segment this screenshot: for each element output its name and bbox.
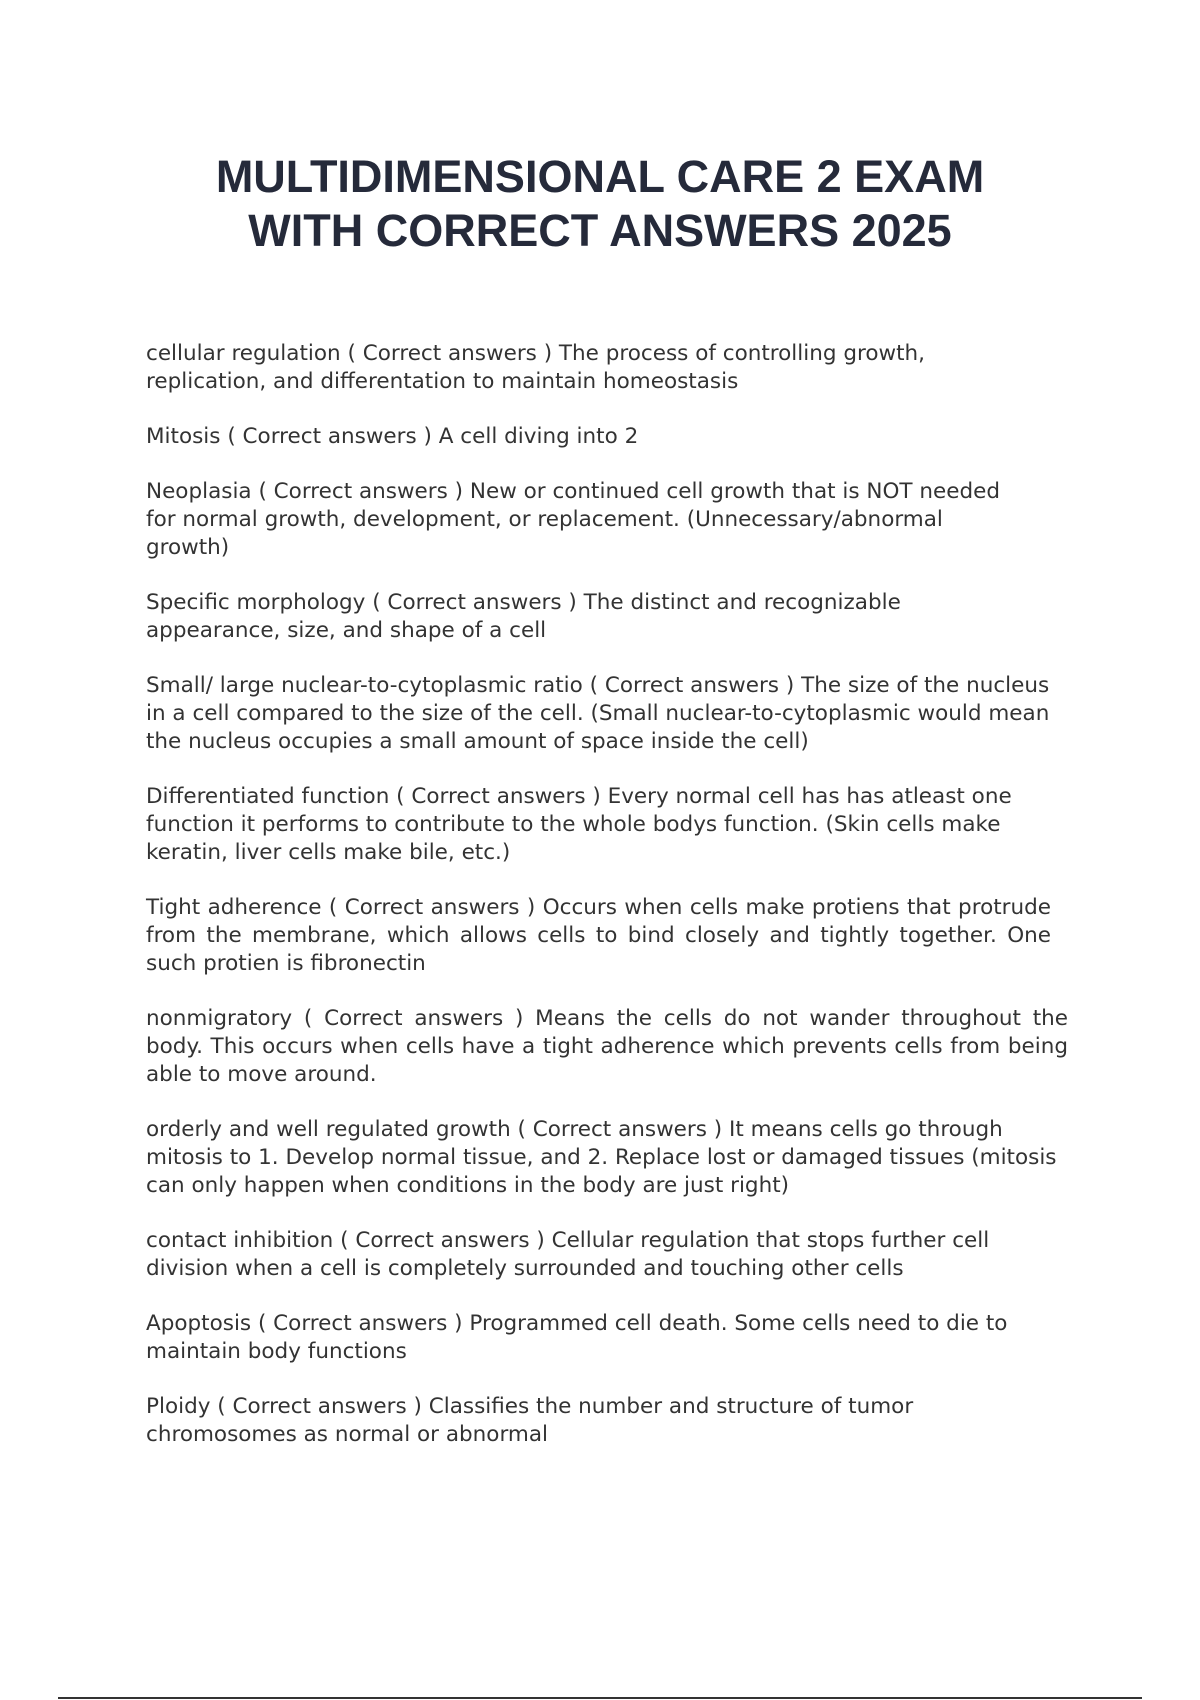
title-line-2: WITH CORRECT ANSWERS 2025 bbox=[248, 205, 952, 256]
qa-entry-mitosis: Mitosis ( Correct answers ) A cell diving into 2 bbox=[146, 424, 639, 449]
qa-entry-nuclear-cytoplasmic-ratio: Small/ large nuclear-to-cytoplasmic ratio ( Correct answers ) The size of the nucleus in a cell compared to the size of the cell. (Small nuclear-to-cytoplasmic would mean the nucleus occupies a small amount of space inside the cell) bbox=[146, 673, 1050, 754]
qa-entry-ploidy: Ploidy ( Correct answers ) Classifies the number and structure of tumor chromosomes as normal or abnormal bbox=[146, 1394, 914, 1447]
qa-entry-cellular-regulation: cellular regulation ( Correct answers ) The process of controlling growth, replication, and differentation to maintain homeostasis bbox=[146, 341, 925, 394]
qa-entry-differentiated-function: Differentiated function ( Correct answers ) Every normal cell has has atleast one function it performs to contribute to the whole bodys function. (Skin cells make keratin, liver cells make bile, etc.) bbox=[146, 784, 1012, 865]
qa-entry-orderly-growth: orderly and well regulated growth ( Correct answers ) It means cells go through mitosis to 1. Develop normal tissue, and 2. Replace lost or damaged tissues (mitosis can only happen when conditions in the body are just right) bbox=[146, 1117, 1057, 1198]
qa-entry-nonmigratory: nonmigratory ( Correct answers ) Means the cells do not wander throughout the body. This occurs when cells have a tight adherence which prevents cells from being able to move around. bbox=[146, 1006, 1068, 1087]
title-line-1: MULTIDIMENSIONAL CARE 2 EXAM bbox=[215, 151, 985, 202]
footer-divider bbox=[58, 1697, 1142, 1699]
qa-entry-apoptosis: Apoptosis ( Correct answers ) Programmed cell death. Some cells need to die to maintain body functions bbox=[146, 1311, 1008, 1364]
qa-entry-specific-morphology: Specific morphology ( Correct answers ) The distinct and recognizable appearance, size, and shape of a cell bbox=[146, 590, 901, 643]
qa-entry-contact-inhibition: contact inhibition ( Correct answers ) Cellular regulation that stops further cell division when a cell is completely surrounded and touching other cells bbox=[146, 1228, 990, 1281]
qa-entry-tight-adherence: Tight adherence ( Correct answers ) Occurs when cells make protiens that protrude from the membrane, which allows cells to bind closely and tightly together. One such protien is fibronectin bbox=[146, 895, 1051, 976]
qa-entry-neoplasia: Neoplasia ( Correct answers ) New or continued cell growth that is NOT needed for normal growth, development, or replacement. (Unnecessary/abnormal growth) bbox=[146, 479, 1000, 560]
qa-entry-list bbox=[146, 340, 1074, 1476]
page-title bbox=[0, 150, 1200, 258]
